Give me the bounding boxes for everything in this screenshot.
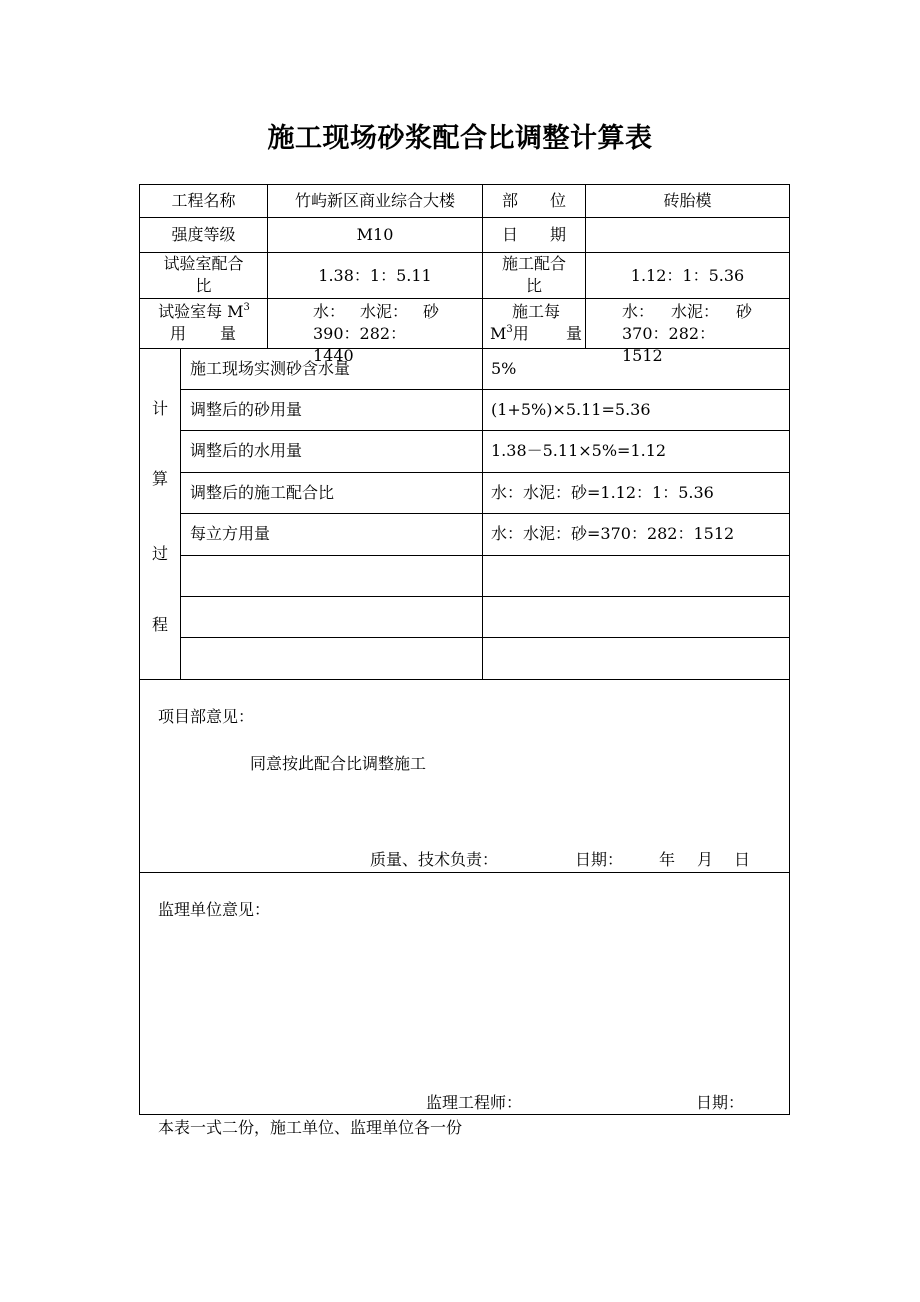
calc-side-label-char: 计 (151, 399, 168, 418)
lab-ratio-label-line1: 试验室配合 (163, 254, 244, 273)
lab-m3-label-yong: 用 (170, 324, 187, 343)
lab-m3-cement: 水泥： (359, 302, 408, 321)
site-m3-cement: 水泥： (670, 302, 719, 321)
project-dept-year: 年 (659, 850, 676, 869)
calc-side-label-char: 过 (151, 544, 168, 563)
site-ratio-label-line2: 比 (525, 276, 542, 295)
site-m3-label-m: M (490, 324, 507, 343)
supervision-heading: 监理单位意见： (158, 900, 271, 919)
calc-row-label: 调整后的施工配合比 (190, 483, 335, 502)
site-m3-sand: 砂 (735, 302, 752, 321)
calc-row-label: 调整后的水用量 (190, 441, 303, 460)
project-dept-date-label: 日期： (575, 850, 624, 869)
lab-ratio-value: 1.38：1：5.11 (318, 266, 432, 285)
calc-row-label: 施工现场实测砂含水量 (190, 359, 351, 378)
calc-row-value: 5% (491, 359, 517, 378)
project-name-value: 竹屿新区商业综合大楼 (294, 191, 455, 210)
quality-tech-signer-label: 质量、技术负责： (370, 850, 499, 869)
lab-m3-sup: 3 (243, 302, 250, 313)
lab-m3-label-text: 试验室每 M (158, 302, 244, 321)
lab-m3-label (152, 301, 256, 345)
supervision-engineer-label: 监理工程师： (426, 1093, 523, 1112)
lab-m3-sand: 砂 (422, 302, 439, 321)
calc-row-value: 水：水泥：砂=1.12：1：5.36 (491, 483, 714, 502)
lab-m3-numbers: 390：282：1440 (313, 324, 407, 365)
site-ratio-label-line1: 施工配合 (501, 254, 566, 273)
calc-row-value: 1.38－5.11×5%=1.12 (491, 441, 667, 460)
strength-grade-value: M10 (356, 225, 394, 244)
site-m3-label-liang: 量 (565, 324, 582, 343)
site-ratio-label (483, 253, 585, 297)
site-m3-water: 水： (622, 302, 655, 321)
project-dept-month: 月 (697, 850, 714, 869)
site-m3-label-yong: 用 (512, 324, 529, 343)
lab-ratio-label-line2: 比 (195, 276, 212, 295)
site-ratio-value: 1.12：1：5.36 (630, 266, 745, 285)
calc-row-value: 水：水泥：砂=370：282：1512 (491, 524, 735, 543)
site-m3-label-text: 施工每 (511, 302, 560, 321)
calc-row-value: (1+5%)×5.11=5.36 (491, 400, 651, 419)
date-label: 日 期 (501, 225, 566, 244)
part-label: 部 位 (501, 191, 566, 210)
supervision-date-label: 日期： (696, 1093, 745, 1112)
lab-m3-label-liang: 量 (219, 324, 236, 343)
calc-row-label: 调整后的砂用量 (190, 400, 303, 419)
calc-side-label-char: 算 (151, 469, 168, 488)
site-m3-value (622, 301, 752, 367)
project-dept-day: 日 (734, 850, 751, 869)
lab-ratio-label (140, 253, 267, 297)
calc-side-label-char: 程 (151, 615, 168, 634)
lab-m3-water: 水： (313, 302, 346, 321)
page-title: 施工现场砂浆配合比调整计算表 (267, 123, 653, 154)
part-value: 砖胎模 (663, 191, 712, 210)
project-dept-opinion: 同意按此配合比调整施工 (250, 754, 427, 773)
calc-row-label: 每立方用量 (190, 524, 271, 543)
project-name-label: 工程名称 (171, 191, 236, 210)
strength-grade-label: 强度等级 (171, 225, 236, 244)
site-m3-sup: 3 (506, 324, 513, 335)
project-dept-heading: 项目部意见： (158, 707, 255, 726)
site-m3-numbers: 370：282：1512 (622, 324, 716, 365)
footer-note: 本表一式二份，施工单位、监理单位各一份 (158, 1118, 463, 1137)
site-m3-label (490, 301, 582, 345)
